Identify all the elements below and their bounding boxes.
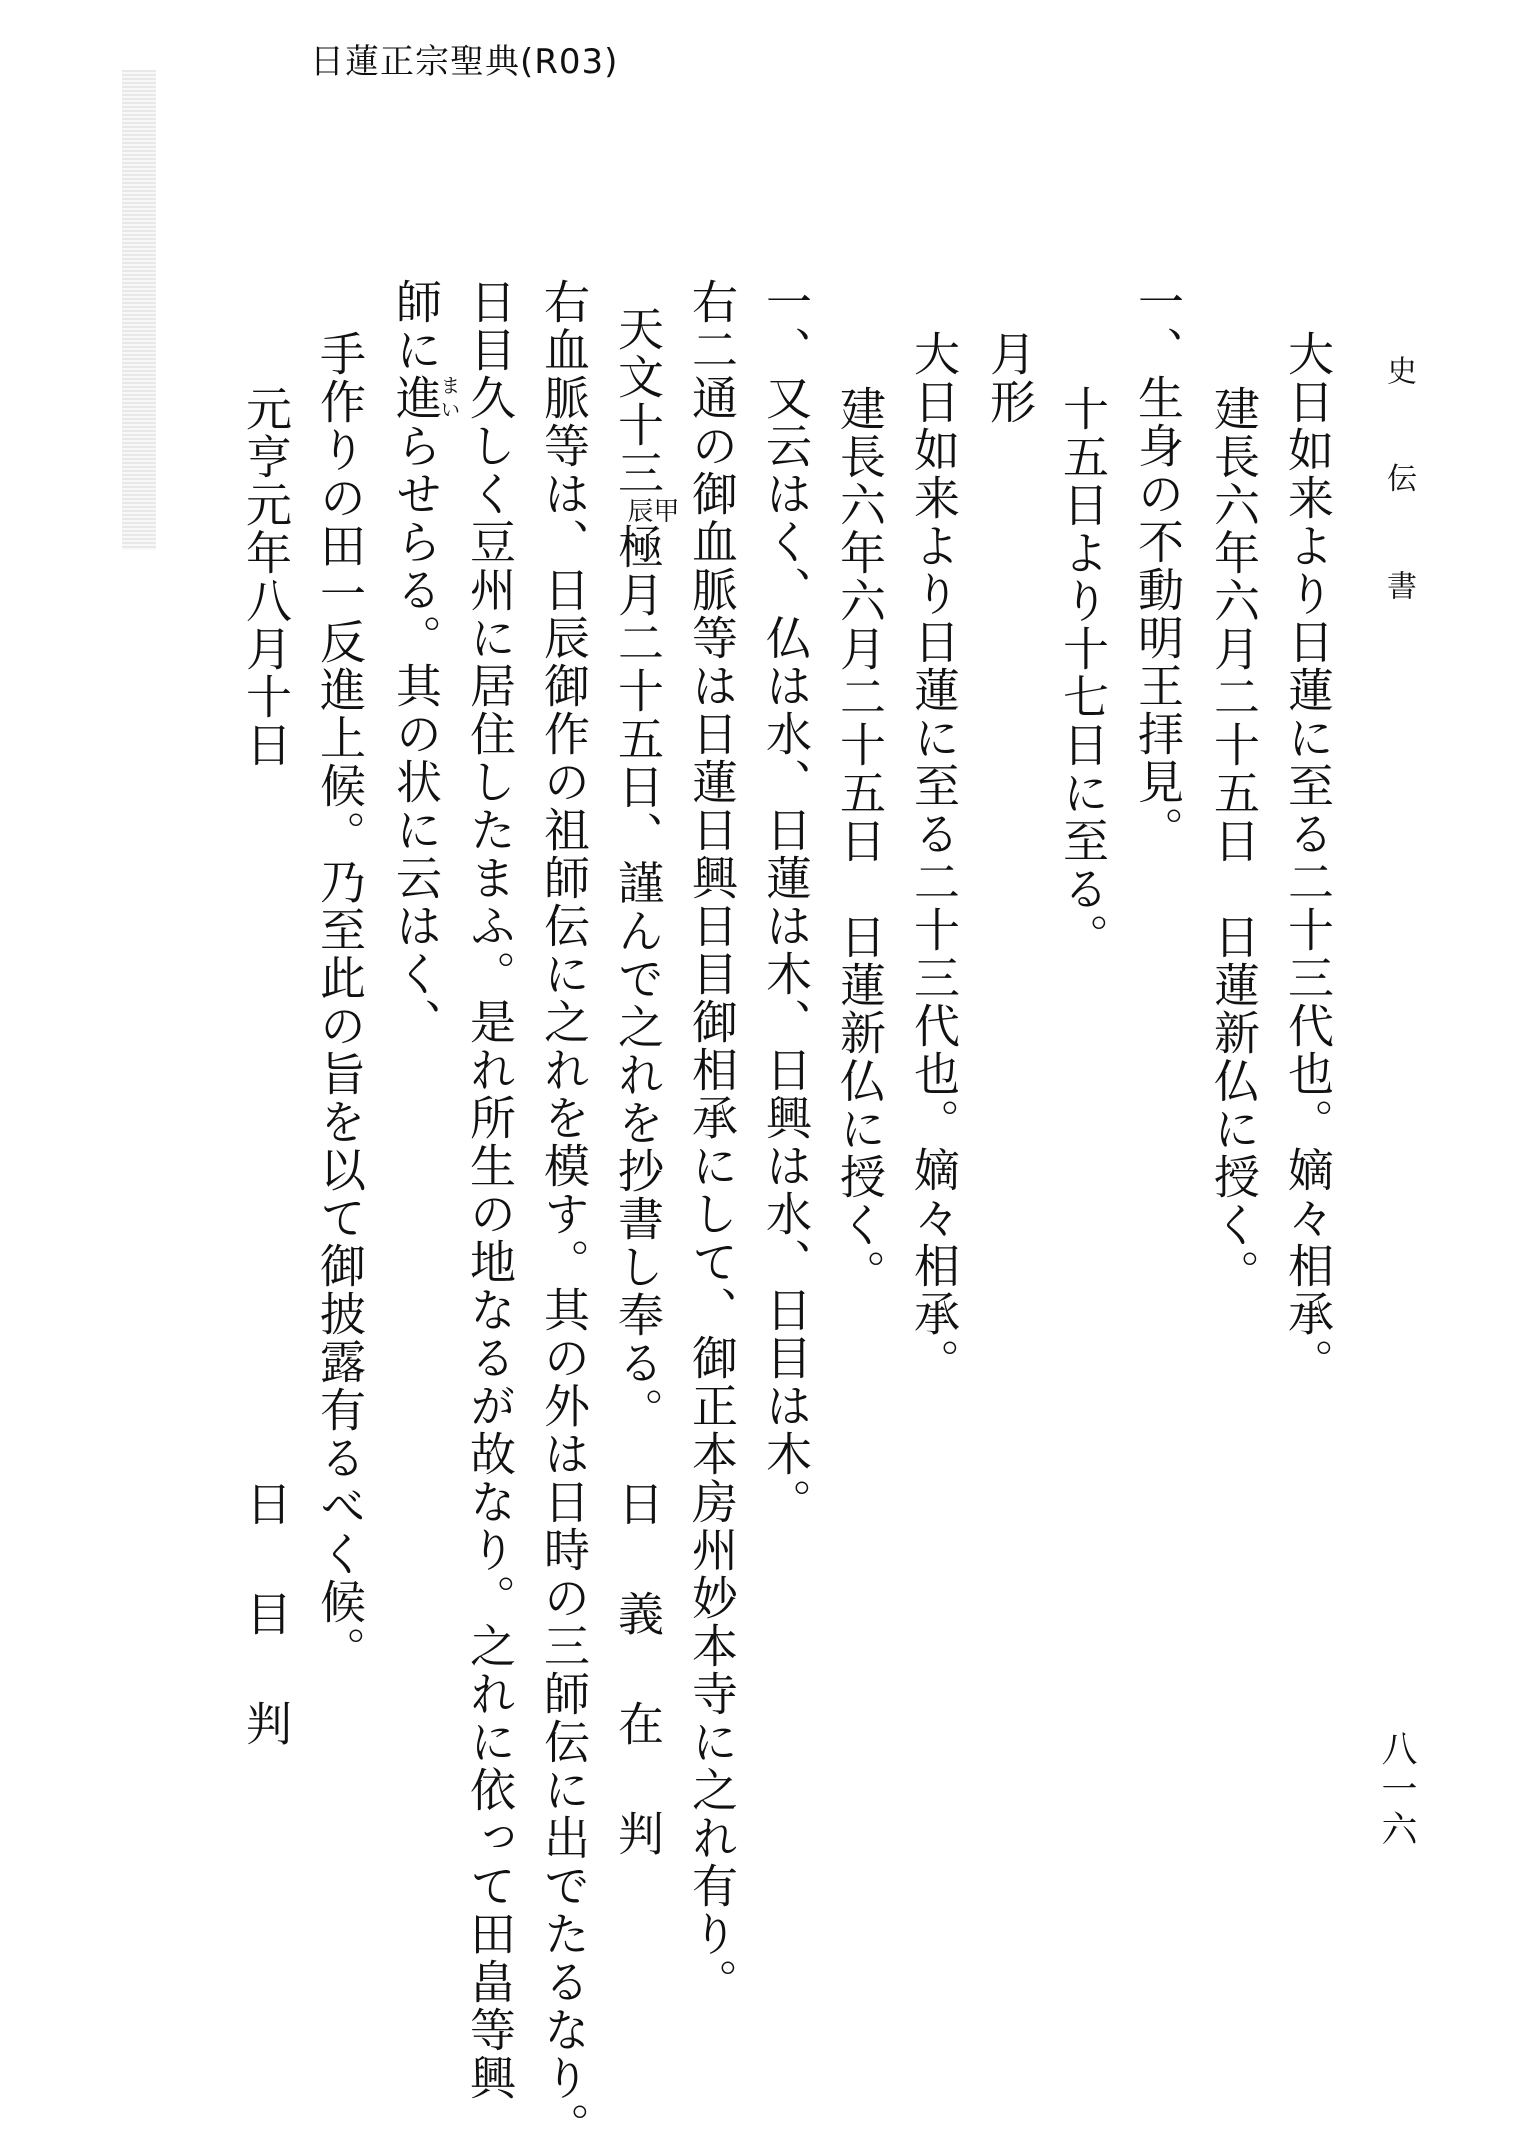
- signature-nichigi: 日義在判: [611, 1480, 665, 1920]
- warichu-annotation: [625, 497, 677, 523]
- shi-line: [388, 278, 459, 1046]
- text-line: 建長六年六月二十五日 日蓮新仏に授く。: [833, 385, 887, 1297]
- document-header: 日蓮正宗聖典(R03): [310, 42, 619, 82]
- ruby-base: 進: [389, 374, 443, 422]
- text-line: 日目久しく豆州に居住したまふ。是れ所生の地なるが故なり。之れに依って田畠等興: [463, 278, 517, 2102]
- shi-line-rest: らせらる。其の状に云はく、: [389, 422, 443, 1046]
- text-line: 元亨元年八月十日: [239, 385, 293, 769]
- ruby-word: [389, 374, 461, 422]
- text-line: 大日如来より日蓮に至る二十三代也。嫡々相承。: [907, 330, 961, 1386]
- text-line: 建長六年六月二十五日 日蓮新仏に授く。: [1207, 385, 1261, 1297]
- text-line: 大日如来より日蓮に至る二十三代也。嫡々相承。: [1281, 330, 1335, 1386]
- scan-edge-artifact: [122, 70, 156, 550]
- text-line: 右二通の御血脈等は日蓮日興日目御相承にして、御正本房州妙本寺に之れ有り。: [685, 278, 739, 2006]
- text-line: 右血脈等は、日辰御作の祖師伝に之れを模す。其の外は日時の三師伝に出でたるなり。: [537, 278, 591, 2150]
- section-title: 史 伝 書: [1381, 355, 1416, 635]
- text-line: 一、又云はく、仏は水、日蓮は木、日興は水、日目は木。: [759, 278, 813, 1526]
- text-line: 十五日より十七日に至る。: [1056, 385, 1110, 961]
- warichu-bottom: 辰: [623, 497, 653, 525]
- page-number: 八一六: [1376, 1730, 1417, 1850]
- ruby-text: まい: [437, 374, 461, 422]
- text-line: 手作りの田一反進上候。乃至此の旨を以て御披露有るべく候。: [313, 330, 367, 1674]
- tenbun-date-start: 天文十三: [611, 305, 665, 497]
- warichu-top: 甲: [649, 497, 679, 525]
- signature-nichimoku: 日目判: [239, 1480, 293, 1810]
- tenbun-line: [610, 305, 677, 1435]
- text-line: 一、生身の不動明王拝見。: [1131, 278, 1185, 854]
- text-line: 月形: [983, 330, 1037, 426]
- tenbun-date-rest: 極月二十五日、謹んで之れを抄書し奉る。: [611, 523, 665, 1435]
- shi-line-start: 師に: [389, 278, 443, 374]
